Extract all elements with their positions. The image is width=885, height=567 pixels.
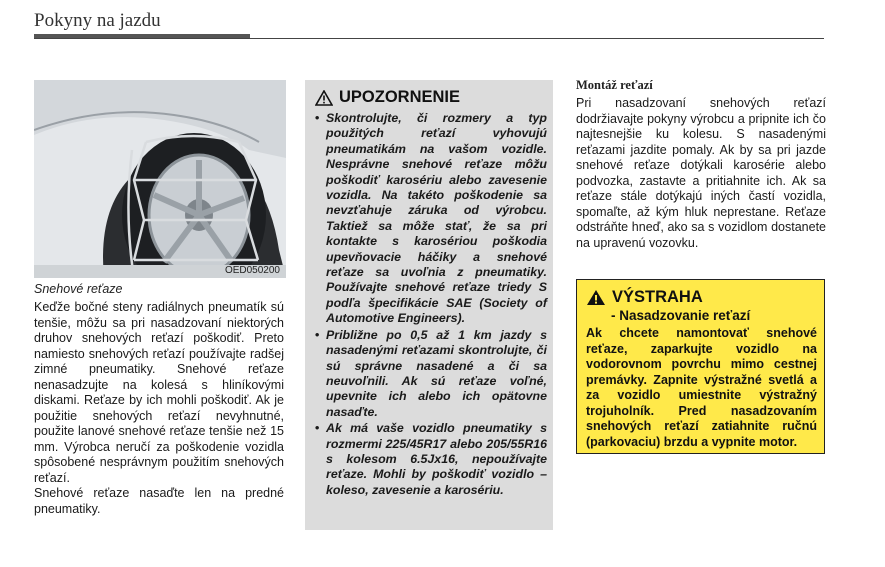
paragraph: Snehové reťaze nasaďte len na predné pneumatiky.: [34, 486, 284, 516]
warning-filled-triangle-icon: [586, 289, 606, 306]
caution-title: UPOZORNENIE: [339, 88, 461, 106]
caution-item-text: Približne po 0,5 až 1 km jazdy s nasadenými reťazami skontrolujte, či sú správne nasadené a či sa neuvoľnili. Ak sú reťaze voľné, upevnite ich alebo ich opätovne nasaďte.: [326, 327, 547, 419]
caution-list: [315, 111, 547, 499]
caution-heading: [315, 88, 460, 107]
figure-caption: Snehové reťaze: [34, 282, 123, 296]
header-rule: [34, 38, 824, 39]
snow-chains-photo: [34, 80, 286, 278]
bullet-icon: •: [315, 421, 320, 436]
warning-title: VÝSTRAHA: [612, 288, 703, 306]
mounting-text: Pri nasadzovaní snehových reťazí dodržiavajte pokyny výrobcu a pripnite ich čo najtesnejšie ku kolesu. S nasadenými reťazami jazdite pomaly. Ak by sa pri jazde snehové reťaze dotýkali karosérie alebo podvozka, zastavte a pritiahnite ich. Ak sa reťaze stále dotýkajú iných častí vozidla, spomaľte, až kým hluk neprestane. Reťaze odstráňte hneď, ako sa s vozidlom dostanete na upravenú vozovku.: [576, 96, 826, 250]
warning-triangle-icon: [315, 90, 333, 106]
caution-item: [315, 111, 547, 327]
mounting-heading: Montáž reťazí: [576, 78, 653, 92]
bullet-icon: •: [315, 111, 320, 125]
caution-box: [305, 80, 553, 530]
figure-code: OED050200: [224, 265, 280, 276]
caution-item-text: Skontrolujte, či rozmery a typ použitých reťazí vyhovujú pneumatikám na vašom vozidle. Nesprávne snehové reťaze môžu poškodiť karosériu alebo zavesenie vozidla. Na takéto poškodenie sa nevzťahuje záruka od výrobcu. Taktiež sa môže stať, že sa pri kontakte s karosériou poškodia upevňovacie háčiky a snehové reťaze sa uvoľnia z pneumatiky. Používajte snehové reťaze triedy S podľa špecifikácie SAE (Society of Automotive Engineers).: [326, 111, 547, 326]
warning-heading: [586, 288, 703, 307]
snow-chains-illustration: [34, 80, 286, 278]
caution-item-text: Ak má vaše vozidlo pneumatiky s rozmermi 225/45R17 alebo 205/55R16 s kolesom 6.5Jx16, nepoužívajte reťaze. Mohli by poškodiť vozidlo – koleso, zavesenie a karosériu.: [326, 421, 547, 497]
page-section-title: Pokyny na jazdu: [34, 10, 161, 31]
caution-item: [315, 421, 547, 498]
paragraph: Keďže bočné steny radiálnych pneumatík sú tenšie, môžu sa pri nasadzovaní niektorých druhov snehových reťazí poškodiť. Preto namiesto snehových reťazí používajte radšej zimné pneumatiky. Snehové reťaze nenasadzujte na kolesá s hliníkovými diskami. Reťaze by ich mohli poškodiť. Ak je použitie snehových reťazí nevyhnutné, použite lanové snehové reťaze tenšie než 15 mm. Výrobca neručí za poškodenie vozidla spôsobené nesprávnym použitím snehových reťazí.: [34, 300, 284, 485]
left-body-text: [34, 300, 284, 517]
caution-item: [315, 328, 547, 420]
warning-text: Ak chcete namontovať snehové reťaze, zaparkujte vozidlo na vodorovnom povrchu mimo cestnej premávky. Zapnite výstražné svetlá a za vozidlo umiestnite výstražný trojuholník. Pred nasadzovaním snehových reťazí zatiahnite ručnú (parkovaciu) brzdu a vypnite motor.: [586, 326, 817, 449]
bullet-icon: •: [315, 327, 320, 342]
warning-subtitle: - Nasadzovanie reťazí: [611, 308, 751, 323]
warning-box: [576, 279, 825, 454]
